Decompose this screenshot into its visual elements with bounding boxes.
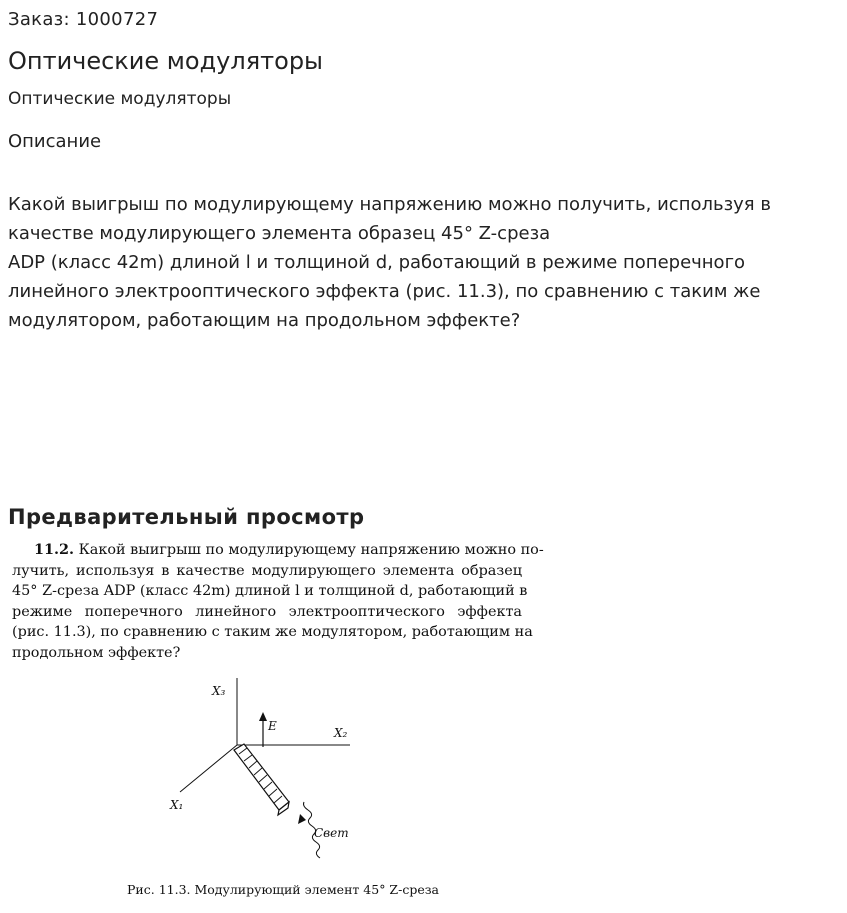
- field-arrow-head: [259, 712, 267, 721]
- light-arrow-head: [298, 814, 306, 824]
- order-number: Заказ: 1000727: [8, 9, 159, 30]
- scan-line: (рис. 11.3), по сравнению с таким же модулятором, работающим на: [12, 624, 533, 640]
- question-line: модулятором, работающим на продольном эффекте?: [8, 310, 521, 331]
- light-label: Свет: [314, 826, 349, 840]
- field-label: E: [268, 719, 277, 733]
- page-title: Оптические модуляторы: [8, 47, 323, 75]
- question-text: [8, 190, 838, 335]
- crystal-element: [234, 744, 289, 815]
- scan-line: 45° Z-среза ADP (класс 42m) длиной l и толщиной d, работающий в: [12, 583, 528, 599]
- modulator-figure: [160, 672, 420, 872]
- problem-number: 11.2.: [34, 541, 75, 558]
- preview-scan-text: [12, 540, 544, 663]
- description-heading: Описание: [8, 131, 102, 152]
- scan-line: [12, 540, 544, 561]
- scan-line: продольном эффекте?: [12, 644, 181, 661]
- question-line: линейного электрооптического эффекта (рис. 11.3), по сравнению с таким же: [8, 281, 761, 302]
- preview-heading: Предварительный просмотр: [8, 505, 365, 529]
- axis-x1-label: X₁: [170, 798, 184, 812]
- scan-line-text: Какой выигрыш по модулирующему напряжению можно по-: [78, 542, 544, 558]
- question-line: качестве модулирующего элемента образец 45° Z-среза: [8, 223, 551, 244]
- axis-x2-label: X₂: [334, 726, 348, 740]
- question-line: ADP (класс 42m) длиной l и толщиной d, работающий в режиме поперечного: [8, 252, 746, 273]
- axis-x1-line: [180, 745, 237, 792]
- scan-line: лучить, используя в качестве модулирующего элемента образец: [12, 562, 522, 579]
- question-line: Какой выигрыш по модулирующему напряжению можно получить, используя в: [8, 194, 771, 215]
- page-subtitle: Оптические модуляторы: [8, 89, 232, 109]
- scan-line: режиме поперечного линейного электрооптического эффекта: [12, 603, 522, 620]
- axis-x3-label: X₃: [212, 684, 226, 698]
- figure-caption: Рис. 11.3. Модулирующий элемент 45° Z-среза: [127, 882, 439, 897]
